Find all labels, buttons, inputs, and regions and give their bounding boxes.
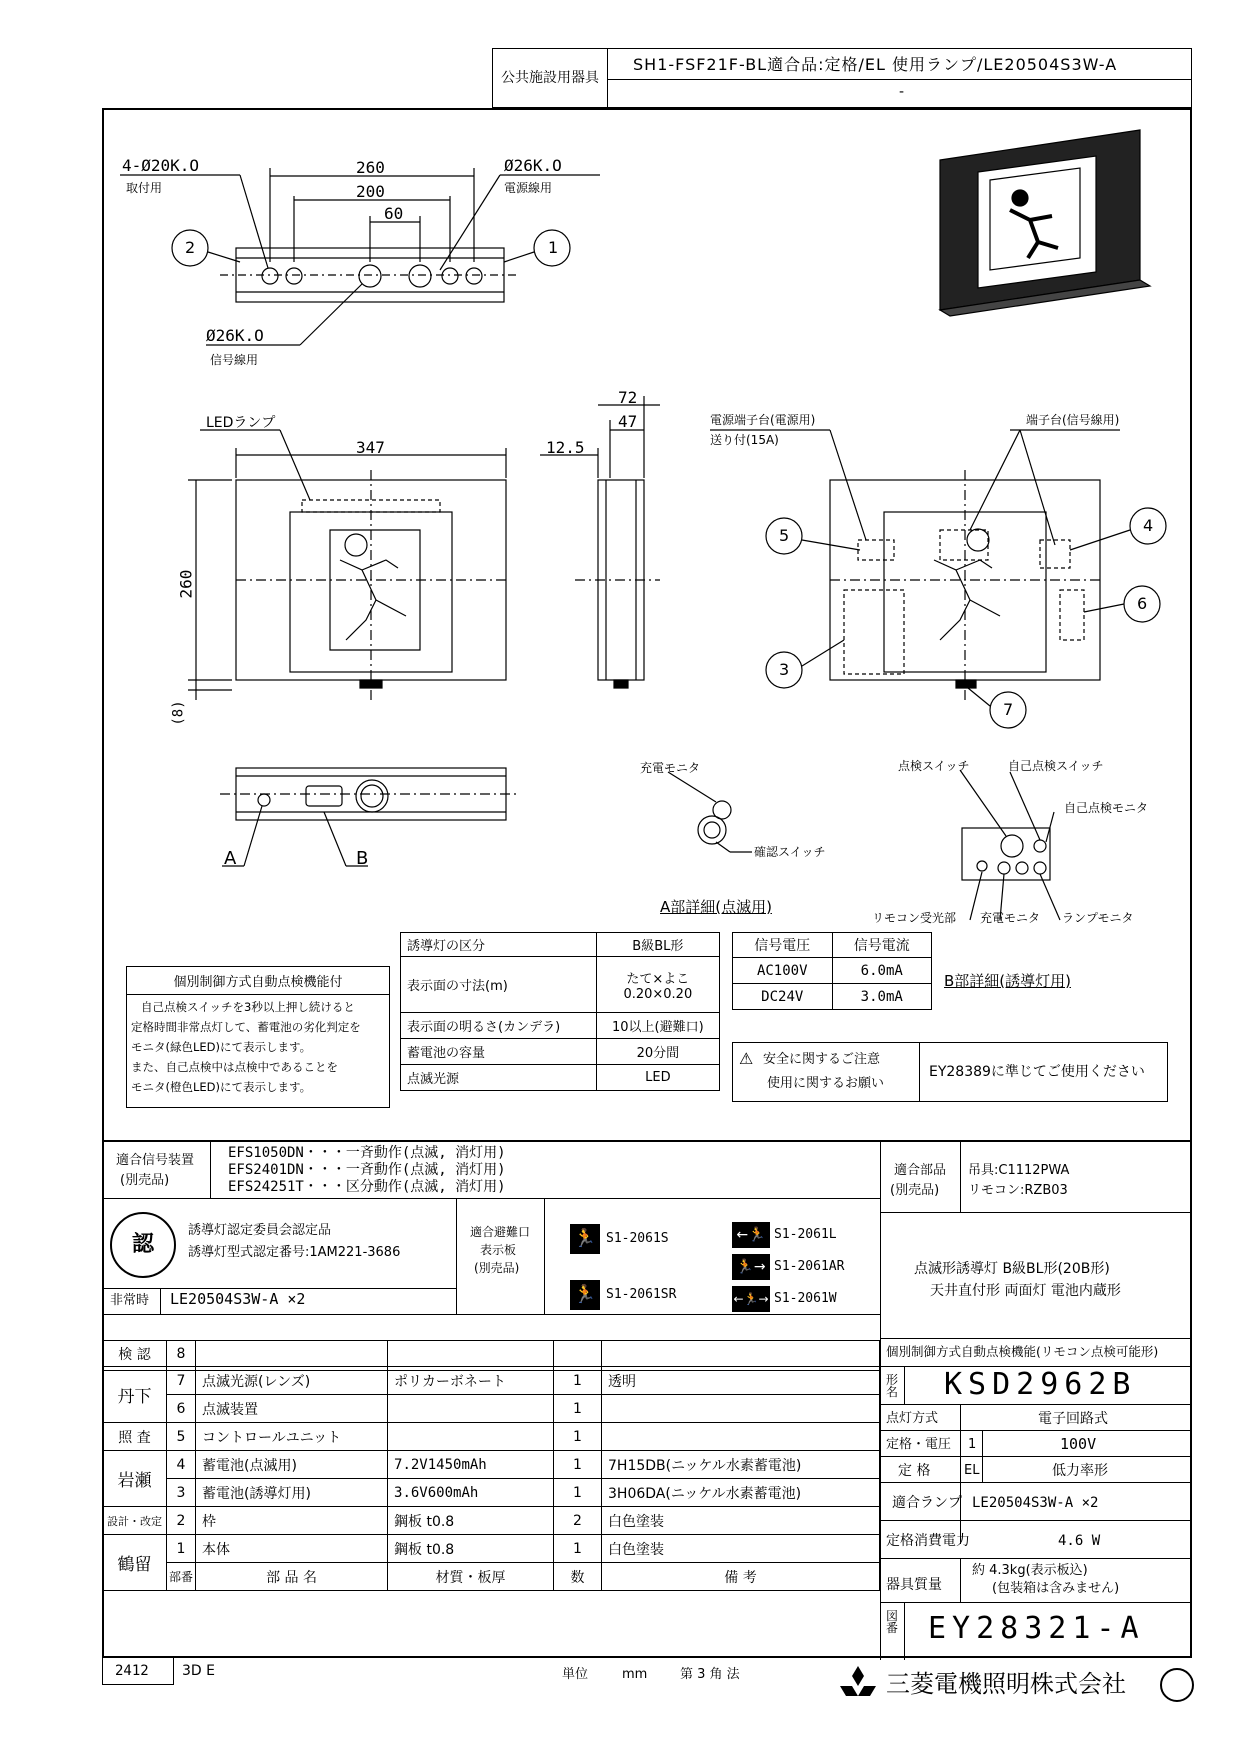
confirm-switch: 確認スイッチ (754, 845, 826, 859)
spec-key: 誘導灯の区分 (401, 933, 597, 957)
part-note: 白色塗装 (602, 1535, 880, 1563)
check-switch: 点検スイッチ (898, 759, 970, 773)
compat-parts-label2: (別売品) (890, 1183, 940, 1198)
signal-terminal-label: 端子台(信号線用) (1026, 413, 1120, 427)
signal-cell: AC100V (733, 958, 833, 984)
lighting-value: 電子回路式 (1038, 1411, 1108, 1427)
signal-table (732, 932, 932, 1010)
part-material: 鋼板 t0.8 (388, 1535, 554, 1563)
header-model-line: SH1-FSF21F-BL適合品:定格/EL 使用ランプ/LE20504S3W-A (633, 55, 1118, 74)
side-tsurudome: 鶴留 (103, 1535, 167, 1591)
cert-line1: 誘導灯認定委員会認定品 (188, 1223, 332, 1238)
rating-label: 定 格 (898, 1463, 931, 1479)
cert-seal-text: 認 (131, 1232, 154, 1257)
dim-8: (8) (170, 700, 187, 726)
model-label: 形名 (886, 1373, 899, 1399)
hole-signal-dim: Ø26K.O (206, 326, 264, 345)
hole-signal-label: 信号線用 (210, 353, 259, 367)
evac-label2: 表示板 (480, 1243, 517, 1257)
part-material (388, 1341, 554, 1367)
compat-signal-item: EFS2401DN・・・一斉動作(点滅, 消灯用) (228, 1162, 506, 1178)
part-name: 蓄電池(点滅用) (196, 1451, 388, 1479)
header-category: 公共施設用器具 (501, 70, 599, 86)
evac-plate-label: S1-2061AR (774, 1259, 845, 1274)
compat-parts-item2: リモコン:RZB03 (968, 1183, 1068, 1198)
part-no: 2 (167, 1507, 196, 1535)
part-name: コントロールユニット (196, 1423, 388, 1451)
detail-a-title: A部詳細(点滅用) (660, 898, 772, 916)
rating-n: EL (964, 1463, 980, 1478)
evac-plate-icon: 🏃→ (732, 1254, 770, 1280)
voltage-n: 1 (968, 1437, 977, 1452)
part-note: 3H06DA(ニッケル水素蓄電池) (602, 1479, 880, 1507)
side-check: 検 認 (103, 1341, 167, 1367)
spec-value: 10以上(避難口) (596, 1013, 719, 1039)
emergency-value: LE20504S3W-A ×2 (170, 1290, 306, 1308)
compat-signal-label2: (別売品) (120, 1173, 170, 1188)
part-no: 5 (167, 1423, 196, 1451)
signal-cell: 3.0mA (832, 984, 932, 1010)
spec-key: 表示面の寸法(m) (401, 957, 597, 1013)
part-name: 点滅装置 (196, 1395, 388, 1423)
note-box (126, 966, 390, 1108)
signal-header: 信号電圧 (733, 933, 833, 958)
power-value: 4.6 W (1058, 1533, 1101, 1549)
footer-date: 2412 (115, 1663, 149, 1679)
part-qty (554, 1341, 602, 1367)
product-func: 個別制御方式自動点検機能(リモコン点検可能形) (886, 1344, 1159, 1359)
note-line-2: 定格時間非常点灯して、蓄電池の劣化判定を (131, 1020, 361, 1034)
evac-label3: (別売品) (474, 1261, 520, 1275)
safety-ref: EY28389に準じてご使用ください (929, 1064, 1145, 1080)
part-no: 3 (167, 1479, 196, 1507)
product-desc2: 天井直付形 両面灯 電池内蔵形 (930, 1283, 1121, 1299)
compat-signal-label1: 適合信号装置 (116, 1153, 195, 1168)
part-qty: 1 (554, 1423, 602, 1451)
callout-5: 5 (779, 526, 790, 545)
part-qty: 2 (554, 1507, 602, 1535)
hole-mount-dim: 4-Ø20K.O (122, 156, 200, 175)
spec-key: 表示面の明るさ(カンデラ) (401, 1013, 597, 1039)
evac-label1: 適合避難口 (470, 1225, 531, 1239)
product-desc1: 点滅形誘導灯 B級BL形(20B形) (914, 1261, 1110, 1277)
signal-header: 信号電流 (832, 933, 932, 958)
part-note (602, 1423, 880, 1451)
footer-unit-label: 単位 (562, 1667, 589, 1682)
dim-72: 72 (618, 388, 638, 407)
part-material: 7.2V1450mAh (388, 1451, 554, 1479)
evac-plate-label: S1-2061SR (606, 1287, 677, 1302)
side-design: 設計・改定 (103, 1507, 167, 1535)
detail-b-title: B部詳細(誘導灯用) (944, 972, 1071, 990)
compat-signal-item: EFS24251T・・・区分動作(点滅, 消灯用) (228, 1179, 506, 1195)
callout-4: 4 (1143, 516, 1154, 535)
evac-plate-icon: ←🏃 (732, 1222, 770, 1248)
dim-200: 200 (356, 182, 385, 201)
part-name (196, 1341, 388, 1367)
side-iwase: 岩瀬 (103, 1451, 167, 1507)
mass-value1: 約 4.3kg(表示板込) (972, 1563, 1088, 1578)
lamp-value: LE20504S3W-A ×2 (972, 1495, 1099, 1511)
spec-table (400, 932, 720, 1091)
part-name: 点滅光源(レンズ) (196, 1367, 388, 1395)
part-qty: 1 (554, 1451, 602, 1479)
signal-cell: DC24V (733, 984, 833, 1010)
footer-circle-icon (1160, 1668, 1194, 1702)
footer-method: 3D E (182, 1663, 215, 1679)
voltage-label: 定格・電圧 (886, 1437, 952, 1452)
evac-plate-label: S1-2061W (774, 1291, 837, 1306)
part-note: 白色塗装 (602, 1507, 880, 1535)
part-material (388, 1423, 554, 1451)
drawing-no-label: 図番 (886, 1609, 899, 1635)
power-label: 定格消費電力 (886, 1533, 970, 1549)
spec-value: たて×よこ 0.20×0.20 (596, 957, 719, 1013)
note-line-1: 自己点検スイッチを3秒以上押し続けると (141, 1000, 355, 1014)
part-note: 透明 (602, 1367, 880, 1395)
footer-date-box (102, 1658, 174, 1685)
header-model-line2: - (899, 84, 905, 100)
mass-label: 器具質量 (886, 1577, 942, 1593)
model-number: KSD2962B (944, 1367, 1137, 1402)
part-name: 本体 (196, 1535, 388, 1563)
part-material: 3.6V600mAh (388, 1479, 554, 1507)
cert-seal (110, 1212, 176, 1278)
footer-angle: 第 3 角 法 (680, 1667, 740, 1682)
compat-parts-item1: 吊具:C1112PWA (968, 1163, 1070, 1178)
spec-value: 20分間 (596, 1039, 719, 1065)
dim-60: 60 (384, 204, 404, 223)
mass-value2: (包装箱は含みません) (992, 1581, 1120, 1596)
callout-1-top: 1 (548, 238, 559, 257)
note-title: 個別制御方式自動点検機能付 (127, 967, 389, 995)
dim-12-5: 12.5 (546, 438, 585, 457)
callout-7: 7 (1003, 700, 1014, 719)
spec-value: B級BL形 (596, 933, 719, 957)
part-material: ポリカーボネート (388, 1367, 554, 1395)
parts-header: 部番 (167, 1563, 196, 1591)
signal-cell: 6.0mA (832, 958, 932, 984)
part-note (602, 1341, 880, 1367)
voltage-value: 100V (1060, 1435, 1097, 1453)
evac-plate-label: S1-2061L (774, 1227, 837, 1242)
part-name: 蓄電池(誘導灯用) (196, 1479, 388, 1507)
emergency-label: 非常時 (110, 1293, 150, 1308)
part-no: 4 (167, 1451, 196, 1479)
lamp-monitor: ランプモニタ (1062, 911, 1134, 925)
charge-monitor-b: 充電モニタ (980, 911, 1041, 925)
note-line-5: モニタ(橙色LED)にて表示します。 (131, 1080, 312, 1094)
hole-power-label: 電源線用 (504, 181, 553, 195)
callout-6: 6 (1137, 594, 1148, 613)
hole-power-dim: Ø26K.O (504, 156, 562, 175)
part-material (388, 1395, 554, 1423)
part-material: 鋼板 t0.8 (388, 1507, 554, 1535)
safety-box (732, 1042, 1168, 1102)
compat-signal-item: EFS1050DN・・・一斉動作(点滅, 消灯用) (228, 1145, 506, 1161)
warning-icon: ⚠ (739, 1049, 754, 1068)
rating-value: 低力率形 (1052, 1463, 1108, 1479)
part-qty: 1 (554, 1395, 602, 1423)
dim-260-side: 260 (176, 569, 196, 599)
parts-table (102, 1340, 880, 1591)
side-tanshita: 丹下 (103, 1367, 167, 1423)
safety-line1: 安全に関するご注意 (763, 1052, 881, 1067)
note-line-4: また、自己点検中は点検中であることを (131, 1060, 338, 1074)
footer-company: 三菱電機照明株式会社 (886, 1670, 1126, 1698)
charge-monitor-a: 充電モニタ (640, 761, 701, 775)
part-no: 7 (167, 1367, 196, 1395)
self-check-monitor: 自己点検モニタ (1064, 801, 1149, 815)
part-note: 7H15DB(ニッケル水素蓄電池) (602, 1451, 880, 1479)
hole-mount-label: 取付用 (126, 181, 163, 195)
evac-plate-label: S1-2061S (606, 1231, 669, 1246)
parts-header: 部 品 名 (196, 1563, 388, 1591)
spec-key: 点滅光源 (401, 1065, 597, 1091)
part-qty: 1 (554, 1479, 602, 1507)
dim-47: 47 (618, 412, 638, 431)
drawing-number: EY28321-A (928, 1611, 1145, 1646)
dim-347: 347 (356, 438, 385, 457)
compat-parts-label1: 適合部品 (894, 1163, 947, 1178)
mitsubishi-logo-icon (836, 1666, 880, 1704)
evac-plate-icon: ←🏃→ (732, 1286, 770, 1312)
part-note (602, 1395, 880, 1423)
evac-plate-icon: 🏃 (570, 1224, 600, 1254)
parts-header: 備 考 (602, 1563, 880, 1591)
part-name: 枠 (196, 1507, 388, 1535)
part-no: 6 (167, 1395, 196, 1423)
callout-3: 3 (779, 660, 790, 679)
cert-line2: 誘導灯型式認定番号:1AM221-3686 (188, 1245, 401, 1260)
parts-header: 数 (554, 1563, 602, 1591)
led-lamp-label: LEDランプ (206, 415, 276, 431)
part-no: 8 (167, 1341, 196, 1367)
spec-key: 蓄電池の容量 (401, 1039, 597, 1065)
self-check-switch: 自己点検スイッチ (1008, 759, 1104, 773)
parts-header: 材質・板厚 (388, 1563, 554, 1591)
side-shosa: 照 査 (103, 1423, 167, 1451)
lighting-label: 点灯方式 (886, 1411, 939, 1426)
part-qty: 1 (554, 1367, 602, 1395)
power-terminal-label2: 送り付(15A) (710, 433, 779, 447)
callout-2-top: 2 (185, 238, 196, 257)
note-line-3: モニタ(緑色LED)にて表示します。 (131, 1040, 312, 1054)
dim-260-top: 260 (356, 158, 385, 177)
safety-line2: 使用に関するお願い (767, 1076, 885, 1091)
spec-value: LED (596, 1065, 719, 1091)
remote-receiver: リモコン受光部 (872, 911, 957, 925)
label-a: A (224, 848, 237, 869)
part-qty: 1 (554, 1535, 602, 1563)
evac-plate-icon: 🏃 (570, 1280, 600, 1310)
part-no: 1 (167, 1535, 196, 1563)
lamp-label: 適合ランプ (892, 1495, 962, 1511)
label-b: B (356, 848, 369, 869)
power-terminal-label: 電源端子台(電源用) (710, 413, 816, 427)
footer-unit: mm (622, 1667, 648, 1682)
